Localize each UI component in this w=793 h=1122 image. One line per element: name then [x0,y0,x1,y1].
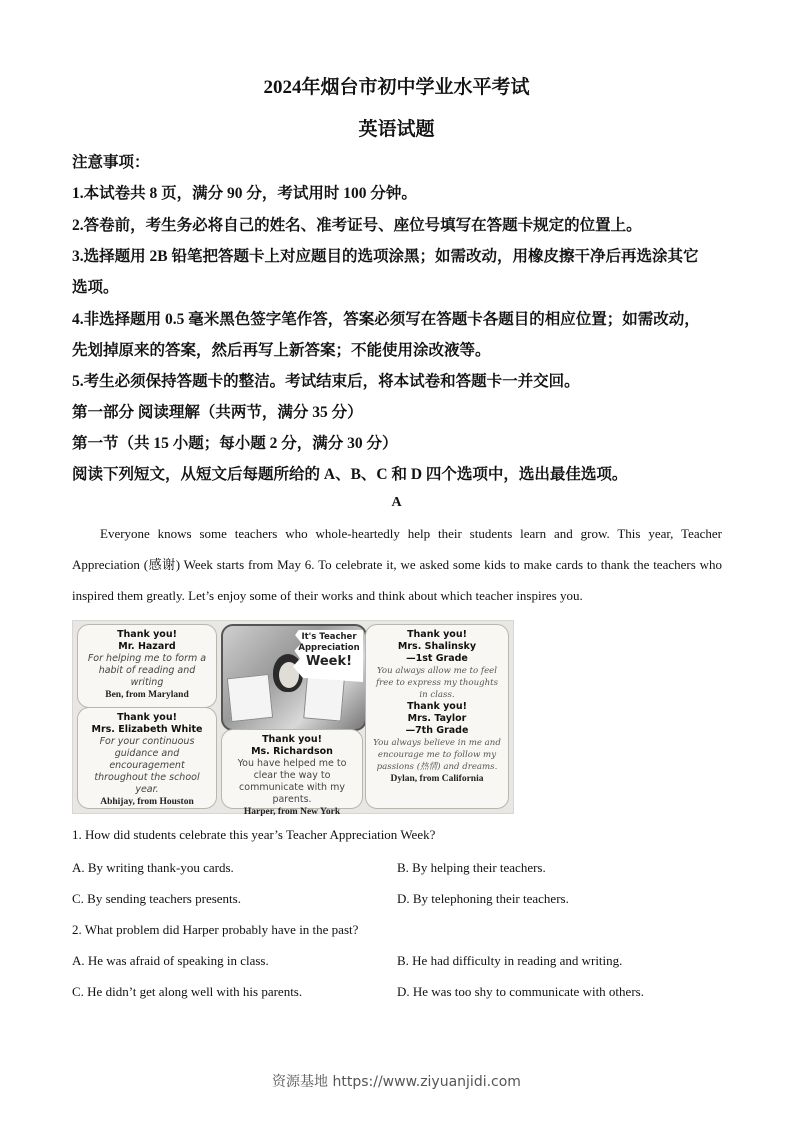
question-1-option-a[interactable]: A. By writing thank-you cards. [72,860,234,875]
card-from: Abhijay, from Houston [100,797,194,807]
banner-line-3: Week! [305,654,353,669]
card-message: You always allow me to feel free to express my thoughts in class. [375,666,499,700]
card-thanks: Thank you! [262,734,322,745]
card-mr-hazard [77,624,217,708]
card-grade: —7th Grade [405,725,469,736]
card-teacher: Mrs. Shalinsky [397,641,477,652]
note-item-3: 3.选择题用 2B 铅笔把答题卡上对应题目的选项涂黑；如需改动，用橡皮擦干净后再选涂其它 [72,248,699,265]
held-card-right [303,676,345,721]
thank-you-cards-figure [72,620,514,817]
note-item-4: 4.非选择题用 0.5 毫米黑色签字笔作答，答案必须写在答题卡各题目的相应位置；如需改动， [72,311,700,328]
card-thanks: Thank you! [407,629,467,640]
question-2-option-d[interactable]: D. He was too shy to communicate with others. [397,984,644,999]
question-2-option-a[interactable]: A. He was afraid of speaking in class. [72,953,269,968]
card-teacher: Mrs. Elizabeth White [91,724,203,735]
part-heading: 第一部分 阅读理解（共两节，满分 35 分） [72,404,363,421]
card-teacher: Mr. Hazard [118,641,176,652]
card-from: Harper, from New York [243,807,341,817]
question-2-option-c[interactable]: C. He didn’t get along well with his parents. [72,984,303,999]
question-2-option-b[interactable]: B. He had difficulty in reading and writing. [397,953,623,968]
question-1-option-c[interactable]: C. By sending teachers presents. [72,891,241,906]
exam-title: 2024年烟台市初中学业水平考试 [263,77,530,98]
notes-heading: 注意事项： [72,154,150,171]
exam-subtitle: 英语试题 [358,119,435,140]
note-item-4-cont: 先划掉原来的答案，然后再写上新答案；不能使用涂改液等。 [72,342,491,359]
card-thanks: Thank you! [117,712,177,723]
card-grade: —1st Grade [406,653,468,664]
student-photo [221,624,367,731]
passage-text: Everyone knows some teachers who whole-heartedly help their students learn and grow. This year, Teacher Appreciation (感谢) Week starts from May 6. To celebrate it, we asked some kids to make cards to thank the teachers who inspired them greatly. Let’s enjoy some of their works and think about which teacher inspires you. [72,526,722,603]
note-item-1: 1.本试卷共 8 页，满分 90 分，考试用时 100 分钟。 [72,185,417,202]
subsection-heading: 第一节（共 15 小题；每小题 2 分，满分 30 分） [72,435,398,452]
held-card-left [227,674,273,722]
question-1-stem: 1. How did students celebrate this year’s Teacher Appreciation Week? [72,827,436,842]
card-from: Ben, from Maryland [105,690,189,700]
card-message: You have helped me to clear the way to communicate with my parents. [237,758,347,805]
banner-line-2: Appreciation [298,643,360,653]
card-thanks: Thank you! [117,629,177,640]
card-from: Dylan, from California [390,774,484,784]
question-1-option-b[interactable]: B. By helping their teachers. [397,860,546,875]
card-shalinsky-taylor [365,624,509,809]
card-thanks: Thank you! [407,701,467,712]
footer-watermark: 资源基地 https://www.ziyuanjidi.com [272,1074,521,1090]
card-mrs-elizabeth-white [77,707,217,809]
card-message: For your continuous guidance and encouragement throughout the school year. [94,736,200,795]
card-teacher: Mrs. Taylor [407,713,467,724]
card-teacher: Ms. Richardson [251,746,333,757]
passage-label: A [391,495,402,510]
passage-paragraph [72,518,722,611]
card-message: You always believe in me and encourage me to follow my passions (热情) and dreams. [373,738,501,772]
card-ms-richardson [221,729,363,817]
question-1-option-d[interactable]: D. By telephoning their teachers. [397,891,569,906]
instruction-text: 阅读下列短文，从短文后每题所给的 A、B、C 和 D 四个选项中，选出最佳选项。 [72,466,628,483]
banner-line-1: It's Teacher [301,632,357,642]
note-item-3-cont: 选项。 [72,279,119,296]
note-item-2: 2.答卷前，考生务必将自己的姓名、准考证号、座位号填写在答题卡规定的位置上。 [72,217,642,234]
question-2-stem: 2. What problem did Harper probably have in the past? [72,922,359,937]
note-item-5: 5.考生必须保持答题卡的整洁。考试结束后，将本试卷和答题卡一并交回。 [72,373,580,390]
banner-text [297,632,361,669]
card-message: For helping me to form a habit of reading and writing [87,653,207,688]
